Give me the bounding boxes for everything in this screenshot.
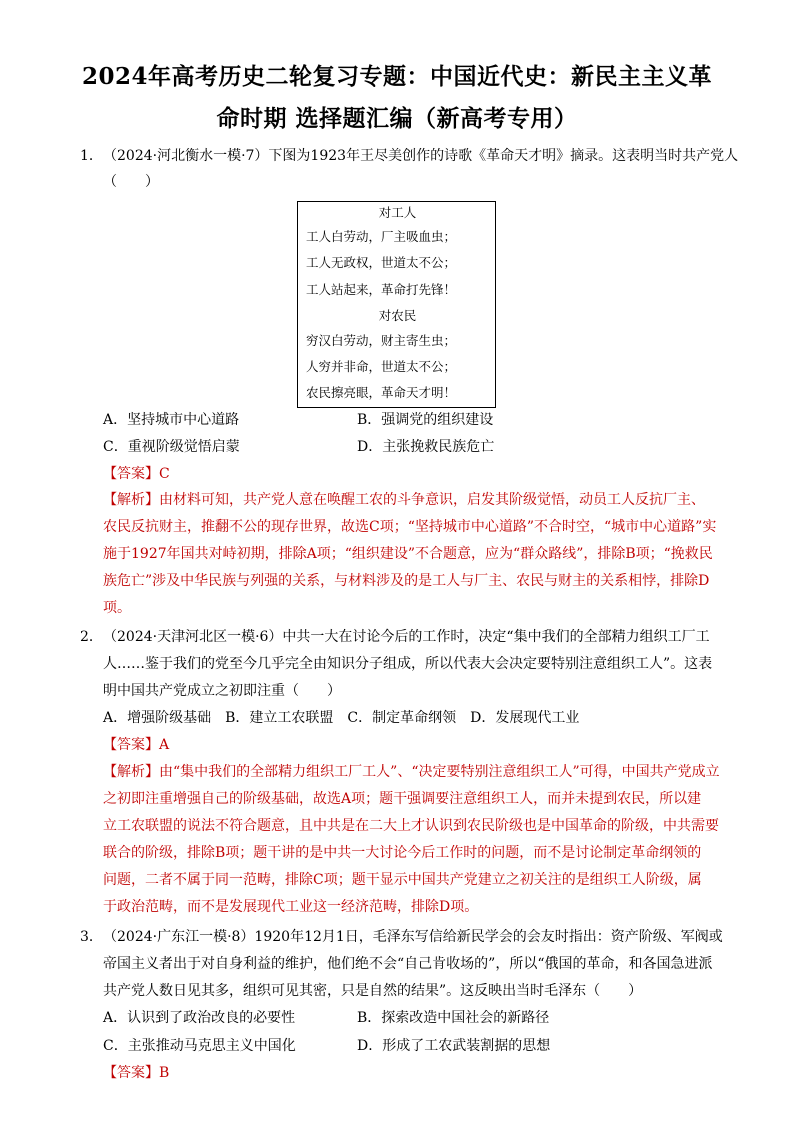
poem-verse: 工人无政权，世道太不公；: [306, 255, 457, 270]
question-2-number: 2．: [80, 629, 103, 645]
question-3-answer: [103, 1063, 169, 1083]
question-2-options[interactable]: A．增强阶级基础 B．建立工农联盟 C．制定革命纲领 D．发展现代工业: [103, 710, 580, 726]
question-1-option-a[interactable]: A．坚持城市中心道路: [103, 412, 240, 428]
document-title-line2: 命时期 选择题汇编（新高考专用）: [216, 105, 578, 132]
document-title-line1: 2024年高考历史二轮复习专题：中国近代史：新民主主义革: [81, 63, 712, 90]
analysis-label: 【解析】: [103, 764, 159, 780]
question-2-analysis-line: 之初即注重增强自己的阶级基础，故选A项；题干强调要注意组织工人，而并未提到农民，所以建: [103, 791, 702, 807]
answer-label: 【答案】: [103, 1065, 159, 1081]
question-1-analysis-line: 【解析】由材料可知，共产党人意在唤醒工农的斗争意识，启发其阶级觉悟，动员工人反抗厂主、: [103, 492, 705, 508]
question-2-analysis-line: 于政治范畴，而不是发展现代工业这一经济范畴，排除D项。: [103, 899, 479, 915]
poem-excerpt-box: [297, 201, 496, 408]
analysis-label: 【解析】: [103, 492, 159, 508]
poem-verse: 人穷并非命，世道太不公；: [306, 359, 457, 374]
question-1-number: 1．: [80, 148, 103, 164]
question-2-stem-line: （2024·天津河北区一模·6）中共一大在讨论今后的工作时，决定“集中我们的全部精力组织工厂工: [103, 629, 710, 645]
question-1-blank: （ ）: [103, 174, 159, 190]
question-3-option-b[interactable]: B．探索改造中国社会的新路径: [357, 1010, 550, 1026]
question-3-stem-line: （2024·广东江一模·8）1920年12月1日，毛泽东写信给新民学会的会友时指出：资产阶级、军阀或: [103, 929, 723, 945]
poem-heading-workers: 对工人: [378, 205, 417, 220]
question-3-number: 3．: [80, 929, 103, 945]
question-1-option-b[interactable]: B．强调党的组织建设: [357, 412, 494, 428]
answer-label: 【答案】: [103, 466, 159, 482]
answer-value: C: [159, 466, 170, 482]
question-1-analysis-line: 农民反抗财主，推翻不公的现存世界，故选C项；“坚持城市中心道路”不合时空，“城市中心道路”实: [103, 519, 717, 535]
question-1-analysis-line: 项。: [103, 600, 131, 616]
question-3-option-a[interactable]: A．认识到了政治改良的必要性: [103, 1010, 296, 1026]
question-1-answer: [103, 464, 170, 484]
poem-verse: 穷汉白劳动，财主寄生虫；: [306, 333, 457, 348]
question-1-option-c[interactable]: C．重视阶级觉悟启蒙: [103, 439, 240, 455]
poem-verse: 工人白劳动，厂主吸血虫；: [306, 229, 457, 244]
question-1-analysis-line: 施于1927年国共对峙初期，排除A项；“组织建设”不合题意，应为“群众路线”，排除B项；“挽救民: [103, 546, 713, 562]
question-1-stem: （2024·河北衡水一模·7）下图为1923年王尽美创作的诗歌《革命天才明》摘录。这表明当时共产党人: [103, 148, 739, 164]
answer-label: 【答案】: [103, 737, 159, 753]
poem-verse: 农民擦亮眼，革命天才明！: [306, 385, 457, 400]
question-3-option-d[interactable]: D．形成了工农武装割据的思想: [357, 1038, 551, 1054]
question-3-option-c[interactable]: C．主张推动马克思主义中国化: [103, 1038, 296, 1054]
question-2-analysis-line: 【解析】由“集中我们的全部精力组织工厂工人”、“决定要特别注意组织工人”可得，中国共产党成立: [103, 764, 720, 780]
question-2-stem-line: 明中国共产党成立之初即注重（ ）: [103, 683, 341, 699]
question-2-analysis-line: 问题，二者不属于同一范畴，排除C项；题干显示中国共产党建立之初关注的是组织工人阶级，属: [103, 872, 702, 888]
answer-value: B: [159, 1065, 170, 1081]
poem-heading-peasants: 对农民: [378, 308, 417, 323]
question-2-analysis-line: 联合的阶级，排除B项；题干讲的是中共一大讨论今后工作时的问题，而不是讨论制定革命纲领的: [103, 845, 702, 861]
question-2-analysis-line: 立工农联盟的说法不符合题意，且中共是在二大上才认识到农民阶级也是中国革命的阶级，中共需要: [103, 818, 719, 834]
question-1-option-d[interactable]: D．主张挽救民族危亡: [357, 439, 495, 455]
question-3-stem-line: 共产党人数日见其多，组织可见其密，只是自然的结果”。这反映出当时毛泽东（ ）: [103, 983, 643, 999]
question-3-stem-line: 帝国主义者出于对自身利益的维护，他们绝不会“自己肯收场的”，所以“俄国的革命，和各国急进派: [103, 956, 713, 972]
question-2-answer: [103, 735, 169, 755]
poem-verse: 工人站起来，革命打先锋！: [306, 282, 457, 297]
question-2-stem-line: 人……鉴于我们的党至今几乎完全由知识分子组成，所以代表大会决定要特别注意组织工人”。这表: [103, 656, 713, 672]
question-1-analysis-line: 族危亡”涉及中华民族与列强的关系，与材料涉及的是工人与厂主、农民与财主的关系相悖，排除D: [103, 573, 710, 589]
answer-value: A: [159, 737, 170, 753]
